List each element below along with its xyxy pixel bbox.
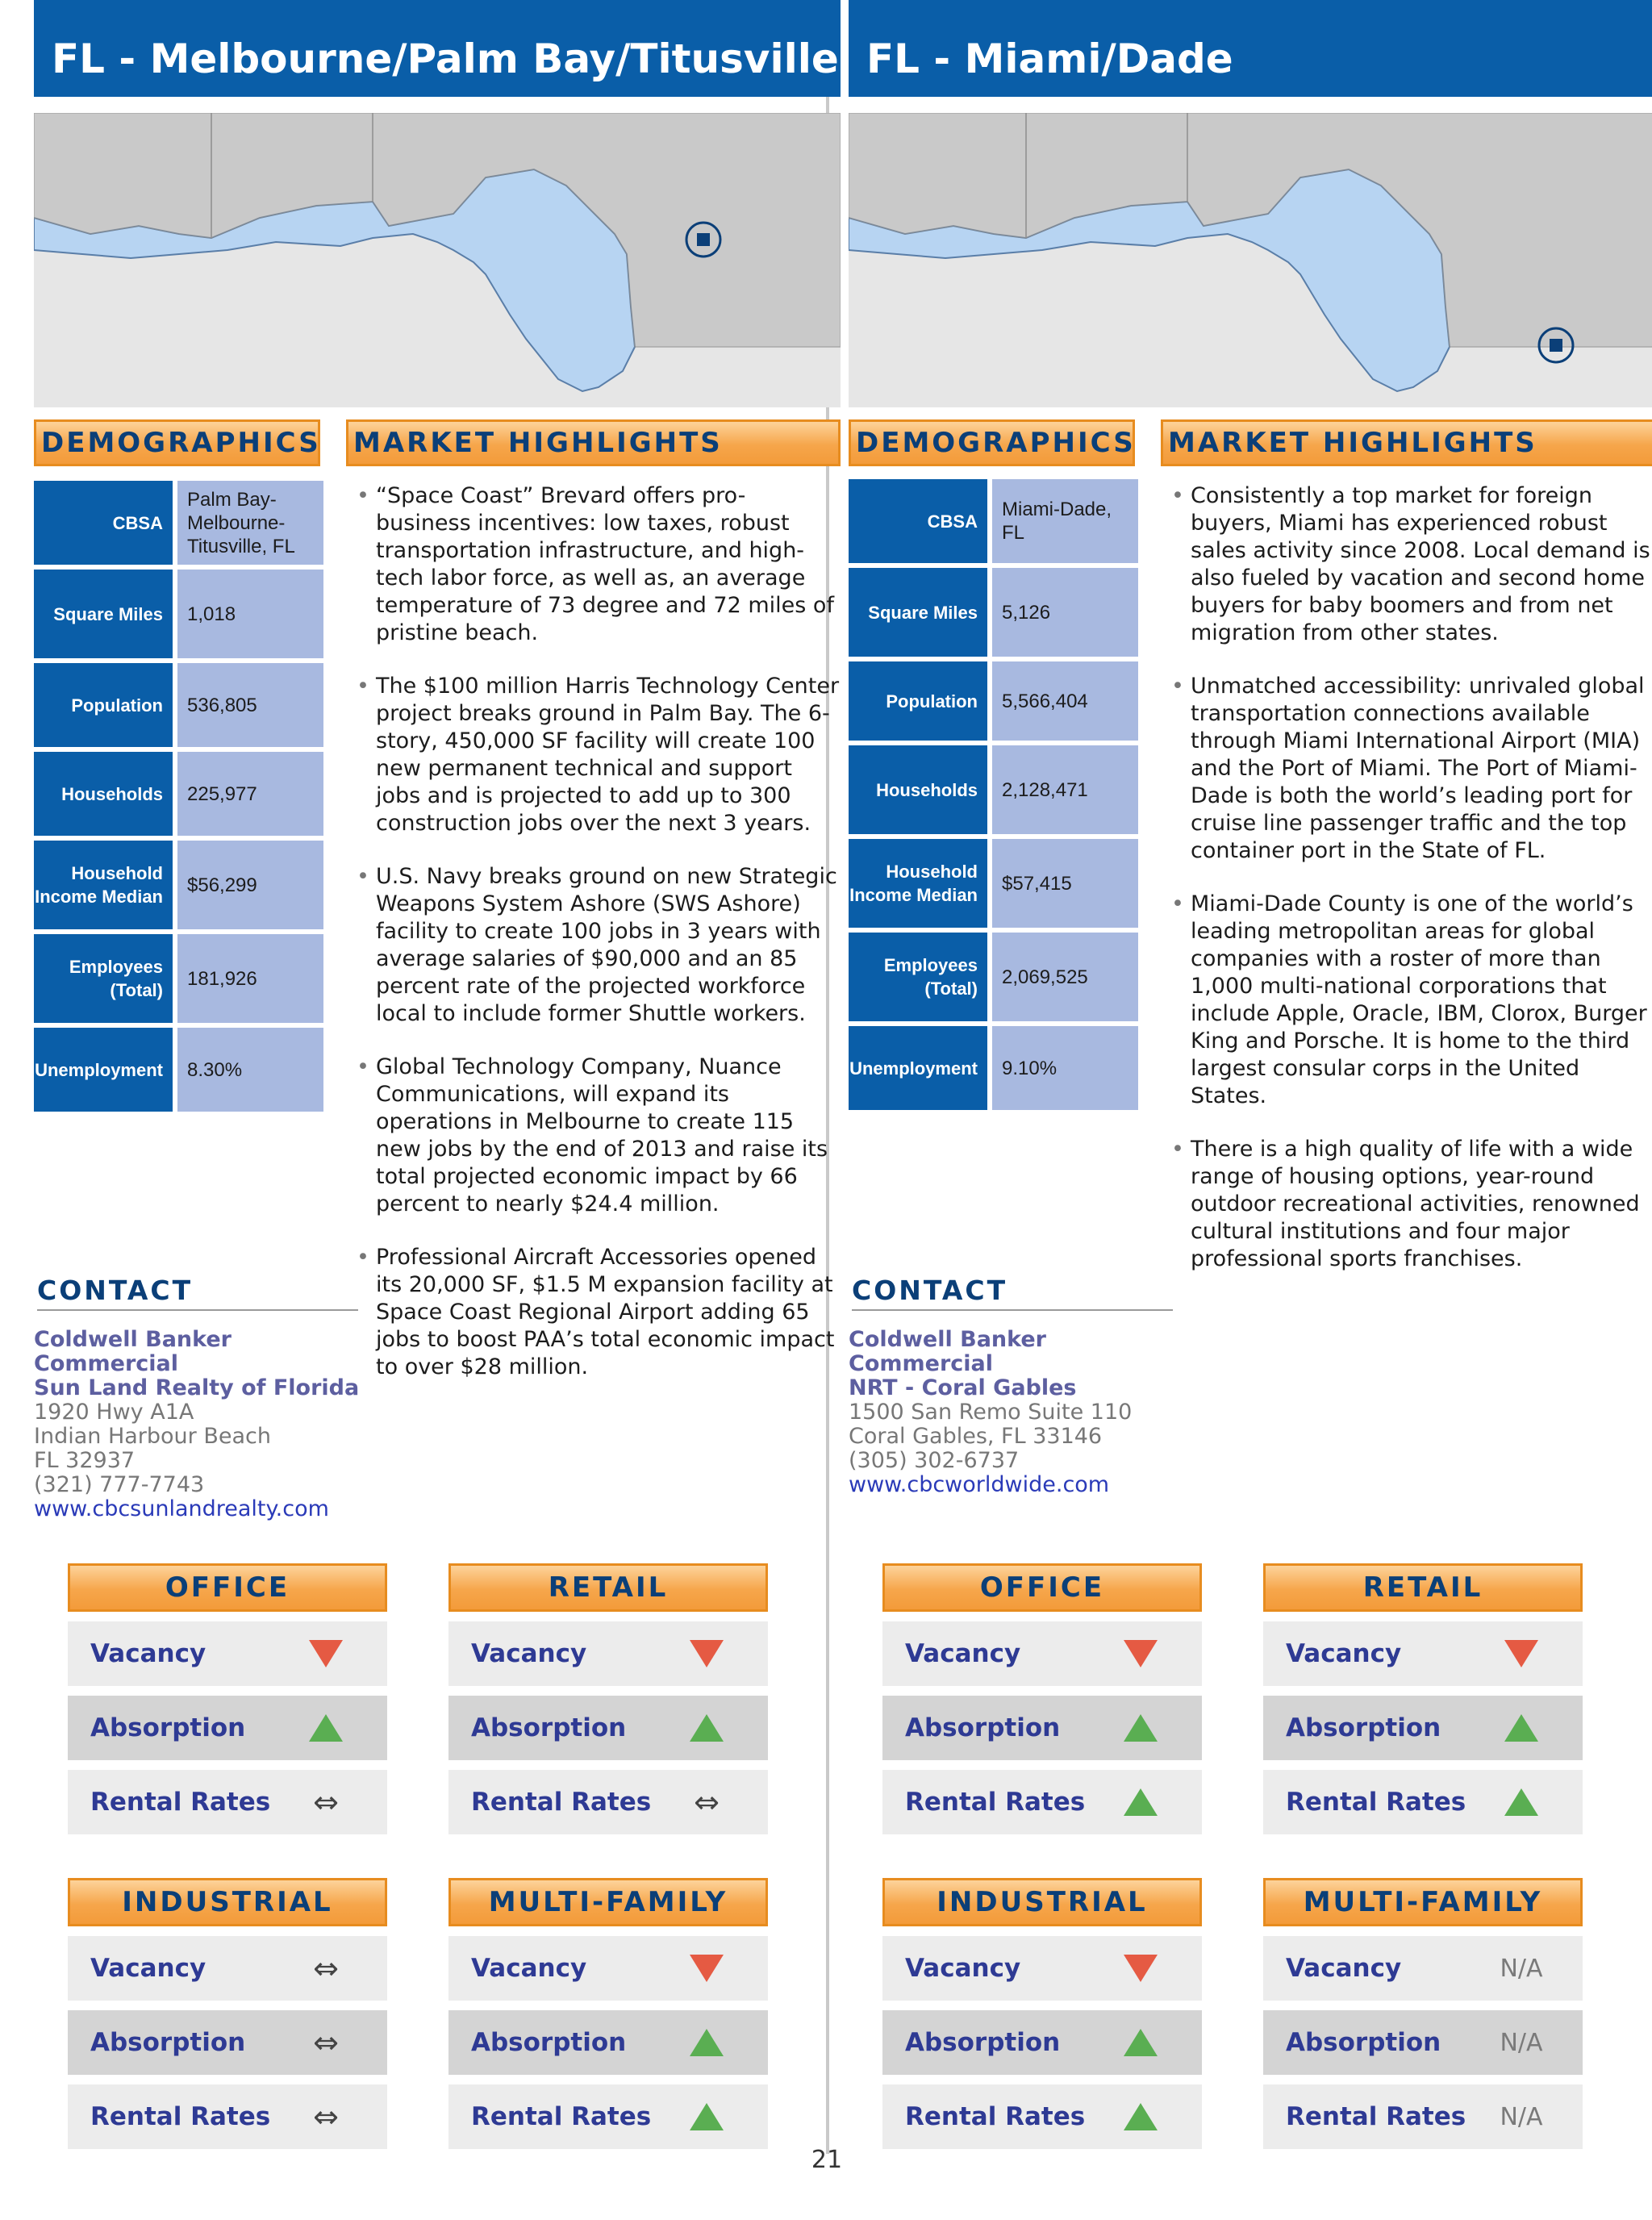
- trend-flat-icon: ⇔: [694, 1784, 720, 1820]
- trend-flat-icon: ⇔: [313, 1951, 339, 1986]
- trend-up-icon: [1116, 1770, 1165, 1834]
- trend-flat-icon: ⇔: [313, 2099, 339, 2134]
- stat-label: Absorption: [471, 2028, 627, 2057]
- demographics-row: [849, 661, 1139, 741]
- market-title: FL - Melbourne/Palm Bay/Titusville: [34, 0, 841, 97]
- stat-label: Absorption: [471, 1713, 627, 1742]
- multifamily-stats: [448, 1878, 768, 2149]
- demographics-row: [34, 481, 324, 565]
- stat-label: Rental Rates: [471, 1788, 652, 1817]
- office-stats: [68, 1563, 387, 1834]
- market-highlights-heading: MARKET HIGHLIGHTS: [346, 419, 841, 466]
- stat-label: Absorption: [1286, 2028, 1441, 2057]
- highlight-item: • Consistently a top market for foreign buyers, Miami has experienced robust sales activity since 2008. Local demand is also fueled by vacation and second home buyers for baby boomers and from net migration from other states.: [1171, 482, 1652, 647]
- stat-row: [448, 1770, 768, 1834]
- stat-row: [448, 2010, 768, 2075]
- stat-label: Absorption: [90, 2028, 246, 2057]
- stat-label: Rental Rates: [1286, 2102, 1466, 2131]
- demo-label: CBSA: [849, 479, 987, 563]
- demographics-row: [34, 934, 324, 1023]
- demographics-row: [849, 568, 1139, 657]
- demographics-heading: DEMOGRAPHICS: [849, 419, 1135, 466]
- demo-label: Employees (Total): [849, 933, 987, 1021]
- contact-heading: CONTACT: [37, 1275, 358, 1311]
- demographics-table: [849, 479, 1139, 1115]
- contact-website-link[interactable]: www.cbcworldwide.com: [849, 1472, 1110, 1497]
- trend-down-icon: [1116, 1621, 1165, 1686]
- industrial-stats: [882, 1878, 1202, 2149]
- trend-na-label: N/A: [1500, 2102, 1543, 2131]
- retail-stats: [1263, 1563, 1583, 1834]
- demo-value: 536,805: [177, 663, 323, 747]
- stat-row: [68, 1770, 387, 1834]
- demographics-row: [34, 752, 324, 836]
- stat-group-heading: RETAIL: [448, 1563, 768, 1612]
- stat-group-heading: MULTI-FAMILY: [1263, 1878, 1583, 1926]
- demographics-row: [34, 663, 324, 747]
- demo-label: Employees (Total): [34, 934, 173, 1023]
- contact-firm: Coldwell Banker Commercial: [849, 1327, 1046, 1376]
- stat-label: Absorption: [90, 1713, 246, 1742]
- florida-map: [34, 113, 841, 407]
- demographics-row: [849, 839, 1139, 928]
- trend-down-icon: [682, 1621, 731, 1686]
- demo-label: Square Miles: [34, 570, 173, 658]
- stat-label: Vacancy: [471, 1954, 587, 1983]
- contact-address: 1500 San Remo Suite 110: [849, 1400, 1133, 1425]
- demo-value: 2,128,471: [992, 745, 1138, 834]
- contact-firm-office: Sun Land Realty of Florida: [34, 1375, 360, 1400]
- demo-label: Household Income Median: [34, 841, 173, 929]
- stat-label: Vacancy: [1286, 1954, 1402, 1983]
- trend-up-icon: [682, 2010, 731, 2075]
- stat-label: Vacancy: [90, 1639, 206, 1668]
- demo-label: Households: [34, 752, 173, 836]
- demo-label: Population: [34, 663, 173, 747]
- highlight-item: • Global Technology Company, Nuance Communications, will expand its operations in Melbourne to create 115 new jobs by the end of 2013 and raise its total projected economic impact by 66 percent to nearly $24.4 million.: [357, 1054, 841, 1218]
- demo-value: 1,018: [177, 570, 323, 658]
- stat-row: [448, 1621, 768, 1686]
- contact-phone: (321) 777-7743: [34, 1472, 205, 1497]
- trend-down-icon: [1116, 1936, 1165, 2001]
- stat-row: [68, 2084, 387, 2149]
- stat-row: [882, 1621, 1202, 1686]
- highlight-item: • Professional Aircraft Accessories opened its 20,000 SF, $1.5 M expansion facility at Space Coast Regional Airport adding 65 jobs to boost PAA’s total economic impact to over $28 million.: [357, 1244, 841, 1381]
- highlight-item: • U.S. Navy breaks ground on new Strategic Weapons System Ashore (SWS Ashore) facility to create 100 jobs in 3 years with average salaries of $90,000 and an 85 percent rate of the projected workforce local to include former Shuttle workers.: [357, 863, 841, 1028]
- trend-down-icon: [302, 1621, 350, 1686]
- demo-label: Households: [849, 745, 987, 834]
- stat-row: [448, 1936, 768, 2001]
- demo-label: CBSA: [34, 481, 173, 565]
- contact-firm: Coldwell Banker Commercial: [34, 1327, 232, 1376]
- stat-row: [448, 1696, 768, 1760]
- demo-value: 2,069,525: [992, 933, 1138, 1021]
- contact-address: 1920 Hwy A1A: [34, 1400, 194, 1425]
- stat-label: Absorption: [905, 1713, 1061, 1742]
- contact-phone: (305) 302-6737: [849, 1448, 1020, 1473]
- stat-label: Rental Rates: [905, 2102, 1086, 2131]
- stat-group-heading: OFFICE: [882, 1563, 1202, 1612]
- stat-label: Rental Rates: [90, 1788, 271, 1817]
- demo-value: 8.30%: [177, 1028, 323, 1112]
- highlight-item: • There is a high quality of life with a wide range of housing options, year-round outdoor recreational activities, renowned cultural institutions and four major professional sports franchises.: [1171, 1136, 1652, 1273]
- stat-label: Absorption: [1286, 1713, 1441, 1742]
- market-column-miami: [849, 0, 1652, 2220]
- contact-block: [849, 1328, 1187, 1497]
- stat-label: Vacancy: [471, 1639, 587, 1668]
- stat-row: [1263, 1770, 1583, 1834]
- multifamily-stats: [1263, 1878, 1583, 2149]
- trend-up-icon: [1497, 1770, 1546, 1834]
- highlight-item: • The $100 million Harris Technology Center project breaks ground in Palm Bay. The 6-story, 450,000 SF facility will create 100 new permanent technical and support jobs and is projected to add up to 300 construction jobs over the next 3 years.: [357, 673, 841, 837]
- trend-flat-icon: ⇔: [313, 1784, 339, 1820]
- stat-label: Vacancy: [1286, 1639, 1402, 1668]
- demo-value: 5,566,404: [992, 661, 1138, 741]
- stat-row: [68, 1696, 387, 1760]
- stat-label: Absorption: [905, 2028, 1061, 2057]
- stat-label: Rental Rates: [90, 2102, 271, 2131]
- demographics-row: [34, 570, 324, 658]
- trend-up-icon: [1116, 2010, 1165, 2075]
- demographics-heading: DEMOGRAPHICS: [34, 419, 320, 466]
- trend-down-icon: [1497, 1621, 1546, 1686]
- demo-label: Square Miles: [849, 568, 987, 657]
- demo-value: $57,415: [992, 839, 1138, 928]
- stat-group-heading: INDUSTRIAL: [882, 1878, 1202, 1926]
- contact-address: FL 32937: [34, 1448, 136, 1473]
- contact-heading: CONTACT: [852, 1275, 1173, 1311]
- stat-group-heading: MULTI-FAMILY: [448, 1878, 768, 1926]
- demo-value: 181,926: [177, 934, 323, 1023]
- stat-group-heading: INDUSTRIAL: [68, 1878, 387, 1926]
- demo-value: 9.10%: [992, 1026, 1138, 1110]
- demo-value: 5,126: [992, 568, 1138, 657]
- trend-na-label: N/A: [1500, 2028, 1543, 2057]
- demo-value: Palm Bay-Melbourne-Titusville, FL: [177, 481, 323, 565]
- demo-value: Miami-Dade, FL: [992, 479, 1138, 563]
- market-title: FL - Miami/Dade: [849, 0, 1652, 97]
- stat-row: [882, 1936, 1202, 2001]
- stat-row: [1263, 1936, 1583, 2001]
- trend-up-icon: [1497, 1696, 1546, 1760]
- stat-row: [1263, 2084, 1583, 2149]
- stat-label: Rental Rates: [905, 1788, 1086, 1817]
- trend-up-icon: [682, 2084, 731, 2149]
- highlight-item: • Miami-Dade County is one of the world’s leading metropolitan areas for global companies with a roster of more than 1,000 multi-national corporations that include Apple, Oracle, IBM, Clorox, Burger King and Porsche. It is home to the third largest consular corps in the United States.: [1171, 891, 1652, 1110]
- demographics-table: [34, 481, 324, 1116]
- stat-row: [1263, 1696, 1583, 1760]
- trend-up-icon: [1116, 2084, 1165, 2149]
- contact-website-link[interactable]: www.cbcsunlandrealty.com: [34, 1496, 329, 1521]
- highlight-item: • “Space Coast” Brevard offers pro-business incentives: low taxes, robust transportation infrastructure, and high-tech labor force, as well as, an average temperature of 73 degree and 72 miles of pristine beach.: [357, 482, 841, 647]
- stat-row: [68, 1936, 387, 2001]
- market-highlights-list: [357, 482, 841, 1407]
- industrial-stats: [68, 1878, 387, 2149]
- stat-row: [882, 2010, 1202, 2075]
- demographics-row: [849, 479, 1139, 563]
- stat-label: Rental Rates: [471, 2102, 652, 2131]
- demographics-row: [34, 1028, 324, 1112]
- stat-row: [882, 2084, 1202, 2149]
- demo-label: Unemployment: [34, 1028, 173, 1112]
- stat-row: [1263, 2010, 1583, 2075]
- stat-row: [448, 2084, 768, 2149]
- highlight-item: • Unmatched accessibility: unrivaled global transportation connections available through Miami International Airport (MIA) and the Port of Miami. The Port of Miami-Dade is both the world’s leading port for cruise line passenger traffic and the top container port in the State of FL.: [1171, 673, 1652, 865]
- demographics-row: [849, 745, 1139, 834]
- demographics-row: [849, 1026, 1139, 1110]
- demographics-row: [849, 933, 1139, 1021]
- page-number: 21: [811, 2146, 843, 2174]
- market-highlights-heading: MARKET HIGHLIGHTS: [1161, 419, 1652, 466]
- market-column-melbourne: [34, 0, 841, 2220]
- stat-row: [882, 1696, 1202, 1760]
- stat-label: Rental Rates: [1286, 1788, 1466, 1817]
- stat-row: [68, 2010, 387, 2075]
- stat-label: Vacancy: [905, 1639, 1021, 1668]
- demo-value: $56,299: [177, 841, 323, 929]
- contact-block: [34, 1328, 373, 1521]
- contact-address: Indian Harbour Beach: [34, 1424, 271, 1449]
- demo-label: Household Income Median: [849, 839, 987, 928]
- stat-row: [68, 1621, 387, 1686]
- trend-up-icon: [302, 1696, 350, 1760]
- demo-value: 225,977: [177, 752, 323, 836]
- demo-label: Unemployment: [849, 1026, 987, 1110]
- stat-label: Vacancy: [905, 1954, 1021, 1983]
- demo-label: Population: [849, 661, 987, 741]
- stat-row: [1263, 1621, 1583, 1686]
- stat-row: [882, 1770, 1202, 1834]
- trend-up-icon: [1116, 1696, 1165, 1760]
- office-stats: [882, 1563, 1202, 1834]
- florida-map: [849, 113, 1652, 407]
- retail-stats: [448, 1563, 768, 1834]
- contact-address: Coral Gables, FL 33146: [849, 1424, 1103, 1449]
- market-highlights-list: [1171, 482, 1652, 1299]
- demographics-row: [34, 841, 324, 929]
- trend-flat-icon: ⇔: [313, 2025, 339, 2060]
- stat-group-heading: OFFICE: [68, 1563, 387, 1612]
- stat-label: Vacancy: [90, 1954, 206, 1983]
- trend-down-icon: [682, 1936, 731, 2001]
- stat-group-heading: RETAIL: [1263, 1563, 1583, 1612]
- trend-na-label: N/A: [1500, 1954, 1543, 1983]
- contact-firm-office: NRT - Coral Gables: [849, 1375, 1077, 1400]
- trend-up-icon: [682, 1696, 731, 1760]
